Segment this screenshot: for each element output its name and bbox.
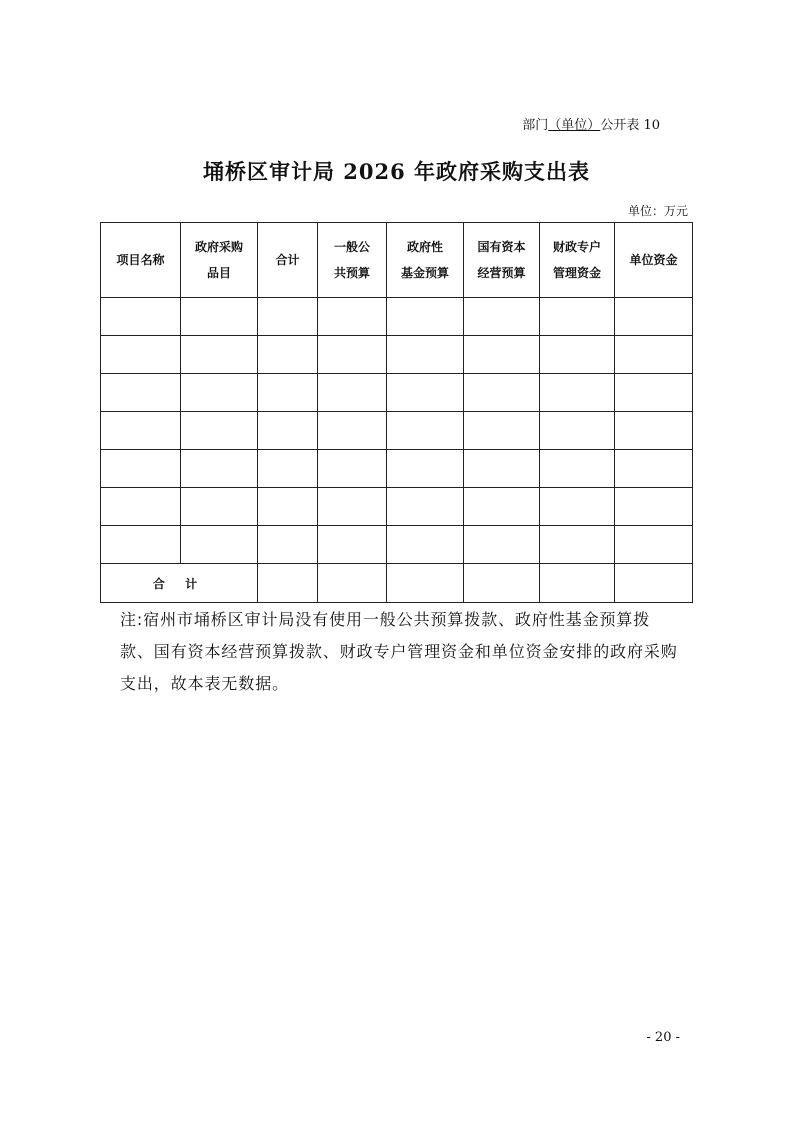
- table-cell: [540, 488, 615, 526]
- col-header-fund-budget: 政府性 基金预算: [387, 223, 464, 298]
- table-cell: [387, 450, 464, 488]
- table-cell: [318, 412, 387, 450]
- table-cell: [181, 450, 258, 488]
- table-cell: [615, 450, 693, 488]
- col-header-project-name: 项目名称: [101, 223, 181, 298]
- table-cell: [181, 412, 258, 450]
- table-cell: [615, 298, 693, 336]
- table-cell: [181, 488, 258, 526]
- total-row: [101, 564, 693, 603]
- table-cell: [540, 450, 615, 488]
- table-cell: [258, 374, 318, 412]
- table-cell: [181, 336, 258, 374]
- page-number: - 20 -: [646, 1030, 680, 1045]
- table-cell: [258, 336, 318, 374]
- col-header-state-capital-budget: 国有资本 经营预算: [464, 223, 540, 298]
- table-cell: [258, 298, 318, 336]
- header-underlined: （单位）: [548, 118, 601, 133]
- table-cell: [387, 412, 464, 450]
- table-row: [101, 374, 693, 412]
- unit-label: 单位：万元: [627, 204, 688, 218]
- table-cell: [615, 526, 693, 564]
- table-cell: [318, 526, 387, 564]
- table-cell: [318, 450, 387, 488]
- table-cell: [387, 298, 464, 336]
- total-cell: [258, 564, 318, 603]
- total-cell: [615, 564, 693, 603]
- table-cell: [101, 488, 181, 526]
- table-cell: [101, 526, 181, 564]
- table-number-label: [480, 114, 660, 133]
- table-cell: [101, 336, 181, 374]
- table-cell: [258, 450, 318, 488]
- table-cell: [464, 412, 540, 450]
- table-cell: [540, 374, 615, 412]
- document-title: 埇桥区审计局 2026 年政府采购支出表: [202, 159, 591, 184]
- table-row: [101, 488, 693, 526]
- table-cell: [464, 374, 540, 412]
- table-cell: [464, 488, 540, 526]
- table-row: [101, 526, 693, 564]
- table-cell: [387, 336, 464, 374]
- table-cell: [464, 336, 540, 374]
- table-cell: [318, 374, 387, 412]
- header-prefix: 部门: [522, 118, 549, 133]
- table-cell: [318, 488, 387, 526]
- col-header-total: 合计: [258, 223, 318, 298]
- table-cell: [101, 298, 181, 336]
- table-cell: [181, 298, 258, 336]
- table-cell: [258, 526, 318, 564]
- total-cell: [464, 564, 540, 603]
- table-cell: [101, 412, 181, 450]
- total-cell: [540, 564, 615, 603]
- table-row: [101, 298, 693, 336]
- table-cell: [258, 412, 318, 450]
- table-row: [101, 336, 693, 374]
- header-suffix: 公开表 10: [600, 118, 660, 133]
- col-header-unit-funds: 单位资金: [615, 223, 693, 298]
- table-cell: [540, 526, 615, 564]
- total-label: 合 计: [101, 564, 258, 603]
- table-cell: [181, 526, 258, 564]
- table-cell: [101, 450, 181, 488]
- table-cell: [101, 374, 181, 412]
- col-header-procurement-item: 政府采购 品目: [181, 223, 258, 298]
- table-cell: [387, 374, 464, 412]
- table-cell: [464, 526, 540, 564]
- col-header-special-account-funds: 财政专户 管理资金: [540, 223, 615, 298]
- col-header-general-budget: 一般公 共预算: [318, 223, 387, 298]
- table-cell: [615, 374, 693, 412]
- table-cell: [464, 298, 540, 336]
- table-cell: [540, 298, 615, 336]
- table-cell: [540, 412, 615, 450]
- table-cell: [318, 336, 387, 374]
- total-cell: [318, 564, 387, 603]
- table-cell: [540, 336, 615, 374]
- table-row: [101, 412, 693, 450]
- table-header-row: [101, 223, 693, 298]
- table-cell: [387, 526, 464, 564]
- table-cell: [318, 298, 387, 336]
- table-cell: [258, 488, 318, 526]
- table-row: [101, 450, 693, 488]
- table-cell: [615, 488, 693, 526]
- procurement-table: [100, 222, 693, 603]
- table-cell: [387, 488, 464, 526]
- table-cell: [615, 336, 693, 374]
- table-cell: [615, 412, 693, 450]
- table-note: 注:宿州市埇桥区审计局没有使用一般公共预算拨款、政府性基金预算拨款、国有资本经营预算拨款、财政专户管理资金和单位资金安排的政府采购支出，故本表无数据。: [120, 610, 678, 693]
- table-cell: [464, 450, 540, 488]
- table-cell: [181, 374, 258, 412]
- total-cell: [387, 564, 464, 603]
